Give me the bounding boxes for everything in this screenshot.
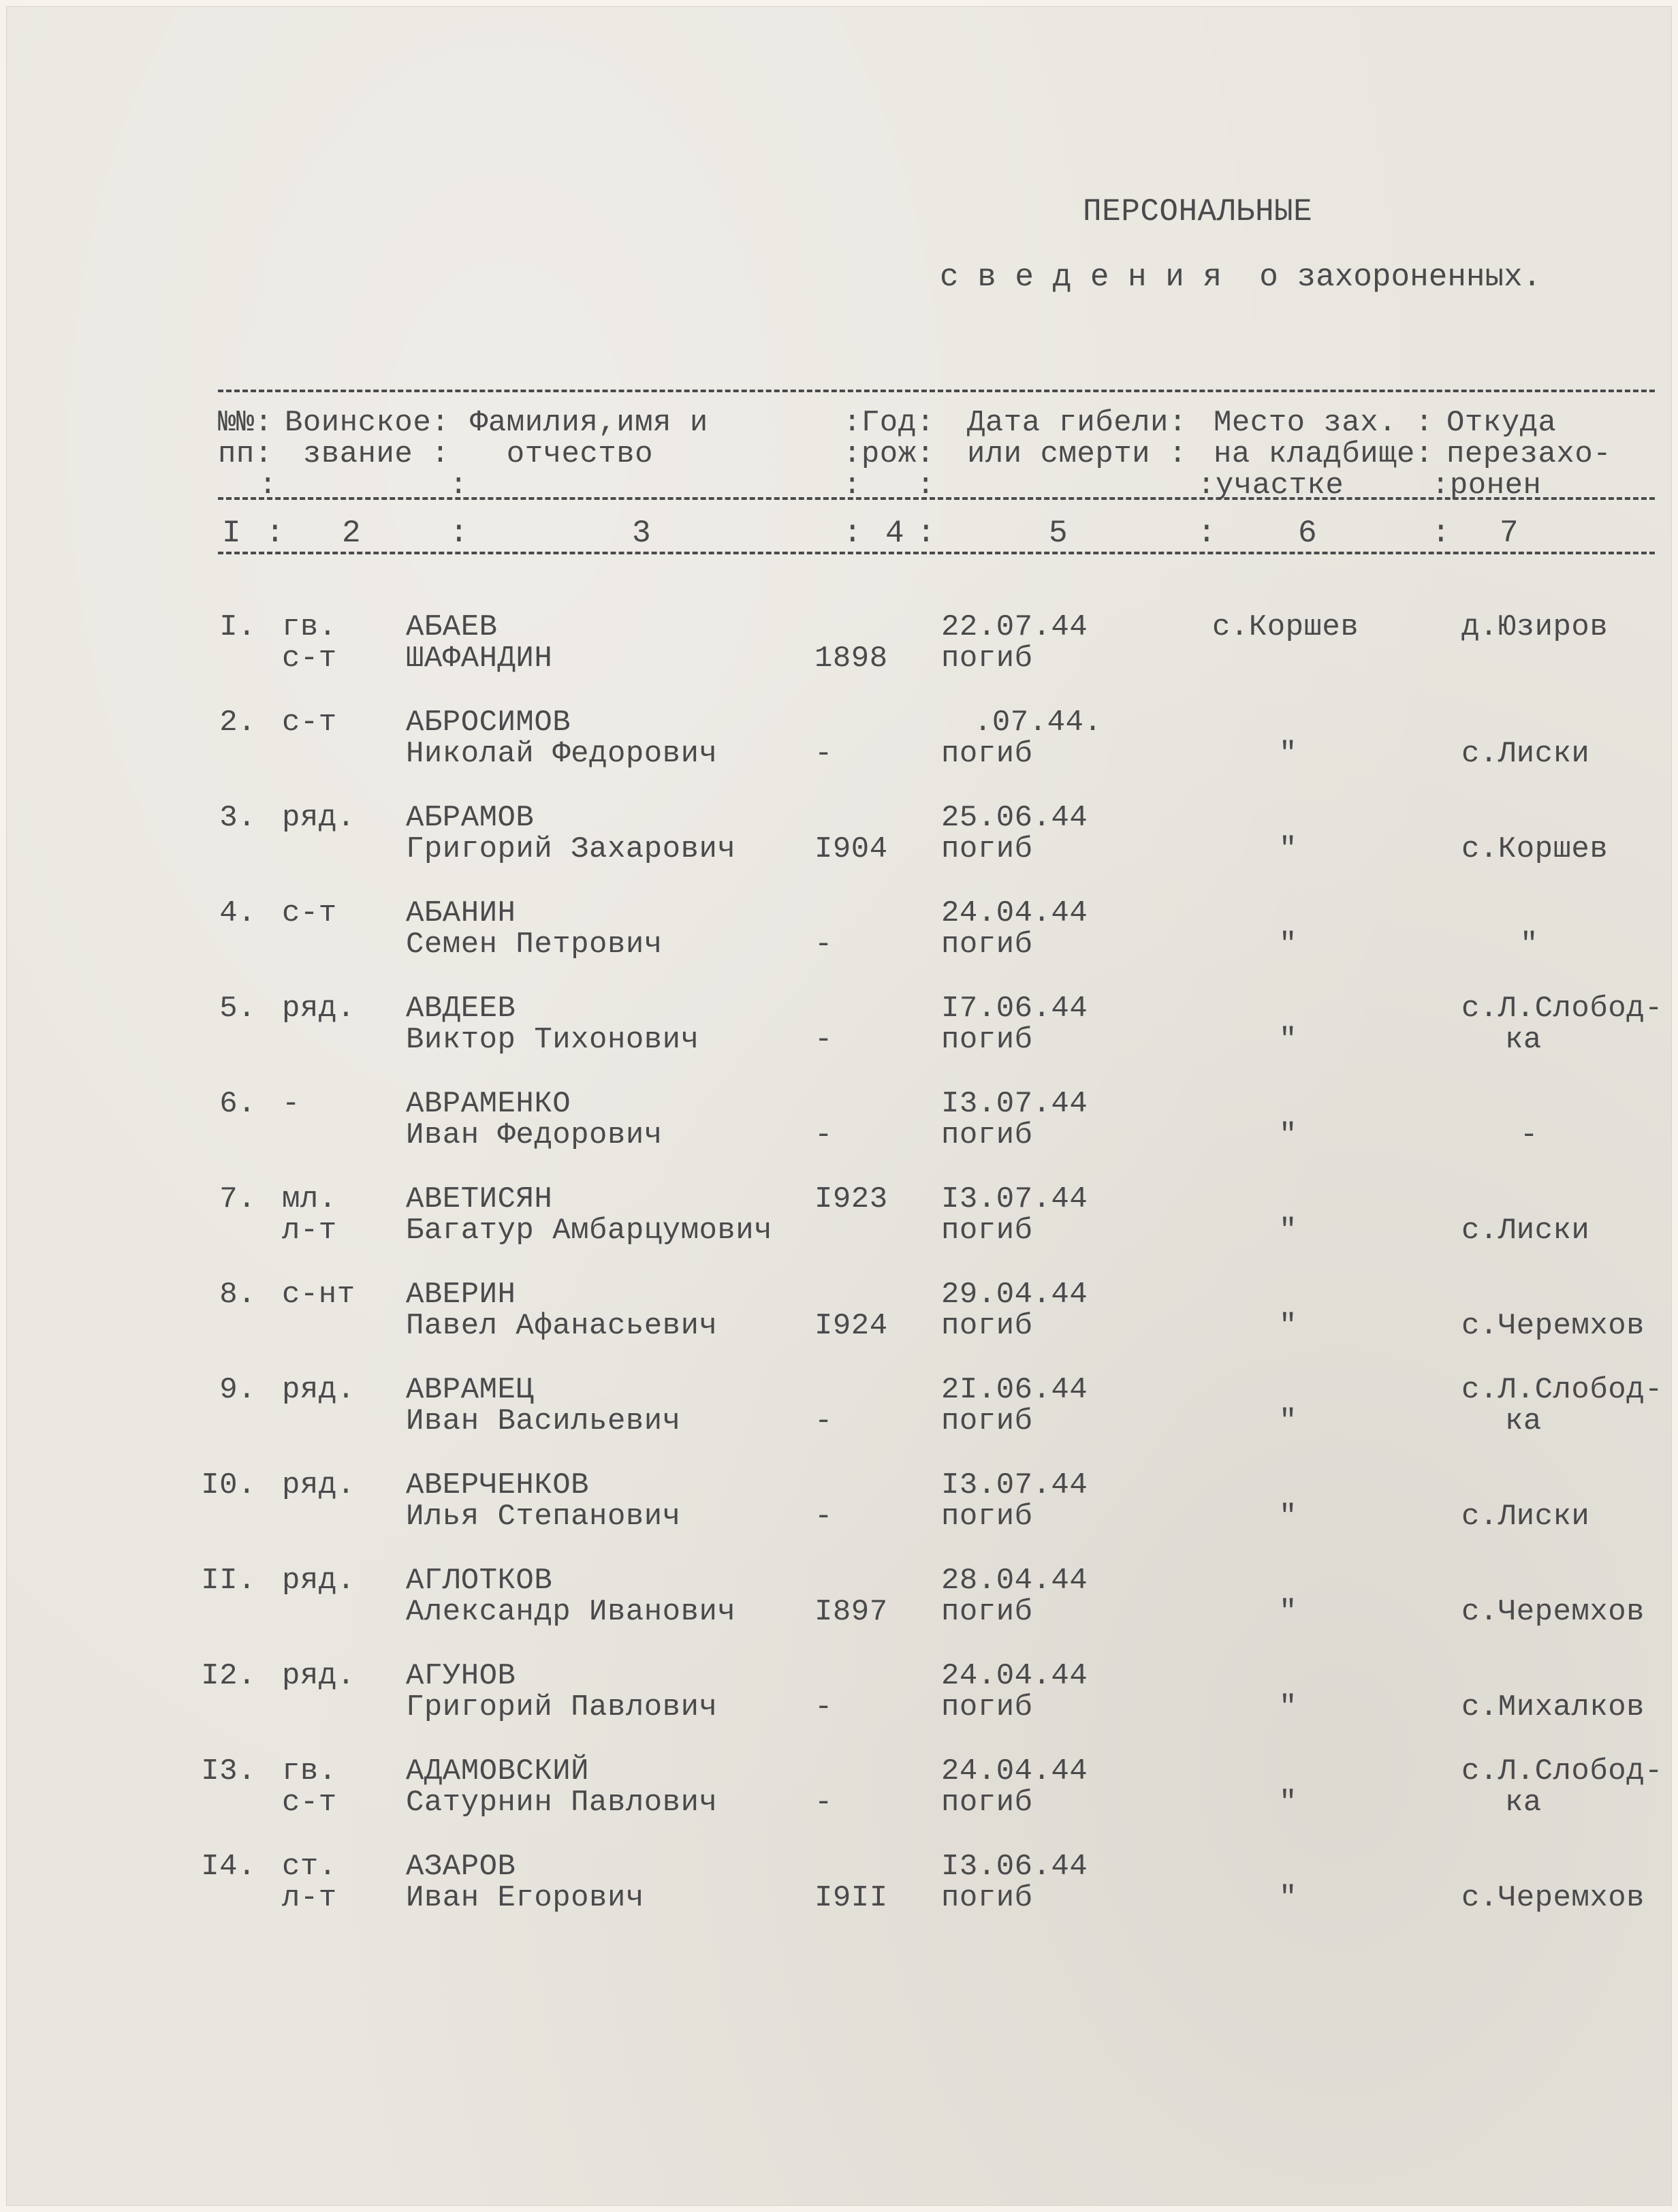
- row-birth-year: -: [814, 1786, 833, 1820]
- header-top-rule: [218, 390, 1655, 392]
- column-number-colon-5: :: [1197, 516, 1217, 551]
- row-birth-year: I9II: [814, 1881, 888, 1915]
- row-reburied-from-second: ка: [1505, 1404, 1542, 1438]
- row-reburied-from: с.Лиски: [1461, 1500, 1590, 1534]
- row-given-names: Семен Петрович: [406, 928, 663, 962]
- row-rank: с-нт: [282, 1278, 355, 1312]
- row-burial-place: ": [1279, 928, 1297, 962]
- row-rank: -: [282, 1087, 300, 1121]
- row-given-names: Сатурнин Павлович: [406, 1786, 718, 1820]
- row-number: 2.: [219, 706, 256, 740]
- row-death-date: I3.07.44: [941, 1182, 1088, 1216]
- row-surname: АВЕРИН: [406, 1278, 516, 1312]
- row-death-status: погиб: [941, 1214, 1033, 1248]
- row-reburied-from: с.Михалков: [1461, 1690, 1645, 1724]
- row-number: I4.: [201, 1850, 256, 1884]
- row-given-names: Павел Афанасьевич: [406, 1309, 718, 1343]
- row-number: 8.: [219, 1278, 256, 1312]
- row-death-date: 28.04.44: [941, 1564, 1088, 1598]
- row-death-date: 24.04.44: [941, 1659, 1088, 1693]
- row-given-names: Николай Федорович: [406, 737, 718, 771]
- row-number: 4.: [219, 896, 256, 930]
- column-number-colon-3: :: [843, 516, 863, 551]
- row-surname: АВДЕЕВ: [406, 992, 516, 1026]
- row-surname: АВЕТИСЯН: [406, 1182, 553, 1216]
- row-birth-year: I897: [814, 1595, 888, 1629]
- header-col4-line1: :Год:: [843, 406, 935, 440]
- row-number: I.: [219, 610, 256, 644]
- column-number-2: 2: [342, 516, 362, 551]
- row-rank: с-т: [282, 706, 337, 740]
- row-surname: АВЕРЧЕНКОВ: [406, 1468, 590, 1502]
- row-rank: ряд.: [282, 1659, 355, 1693]
- row-rank: гв.: [282, 610, 337, 644]
- row-death-date: 29.04.44: [941, 1278, 1088, 1312]
- row-death-date: I3.07.44: [941, 1468, 1088, 1502]
- row-given-names: Григорий Павлович: [406, 1690, 718, 1724]
- row-death-status: погиб: [941, 1881, 1033, 1915]
- row-rank: ряд.: [282, 1373, 355, 1407]
- row-birth-year: -: [814, 737, 833, 771]
- row-burial-place: ": [1279, 1786, 1297, 1820]
- row-burial-place: ": [1279, 1118, 1297, 1152]
- row-rank: ст.: [282, 1850, 337, 1884]
- row-death-status: погиб: [941, 1118, 1033, 1152]
- row-burial-place: с.Коршев: [1212, 610, 1359, 644]
- row-number: I3.: [201, 1754, 256, 1788]
- column-number-5: 5: [1049, 516, 1068, 551]
- row-reburied-from: с.Л.Слобод-: [1461, 992, 1663, 1026]
- row-surname: АВРАМЕЦ: [406, 1373, 535, 1407]
- row-burial-place: ": [1279, 1595, 1297, 1629]
- row-birth-year: -: [814, 928, 833, 962]
- row-given-names: Григорий Захарович: [406, 832, 736, 866]
- header-separator-d: :: [917, 469, 935, 503]
- row-death-date: I3.06.44: [941, 1850, 1088, 1884]
- header-col7-line2: перезахо-: [1446, 437, 1612, 471]
- column-number-4: 4: [885, 516, 905, 551]
- row-reburied-from: с.Коршев: [1461, 832, 1609, 866]
- row-burial-place: ": [1279, 1023, 1297, 1057]
- row-surname: АДАМОВСКИЙ: [406, 1754, 590, 1788]
- row-death-status: погиб: [941, 1500, 1033, 1534]
- row-death-status: погиб: [941, 1023, 1033, 1057]
- row-burial-place: ": [1279, 1881, 1297, 1915]
- row-rank: мл.: [282, 1182, 337, 1216]
- header-col7-line3: :ронен: [1431, 469, 1542, 503]
- column-number-colon-6: :: [1431, 516, 1451, 551]
- row-reburied-from: с.Л.Слобод-: [1461, 1754, 1663, 1788]
- row-birth-year: 1898: [814, 642, 888, 676]
- header-col7-line1: Откуда: [1446, 406, 1557, 440]
- row-rank: с-т: [282, 896, 337, 930]
- row-death-date: 25.06.44: [941, 801, 1088, 835]
- row-death-status: погиб: [941, 1404, 1033, 1438]
- row-rank: ряд.: [282, 1564, 355, 1598]
- header-col6-line3: :участке: [1197, 469, 1344, 503]
- row-death-status: погиб: [941, 737, 1033, 771]
- header-col2-line2: звание :: [285, 437, 450, 471]
- header-separator-a: :: [259, 469, 277, 503]
- header-col3-line1: Фамилия,имя и: [470, 406, 708, 440]
- row-burial-place: ": [1279, 1404, 1297, 1438]
- row-surname: АБРАМОВ: [406, 801, 535, 835]
- row-death-date: .07.44.: [974, 706, 1103, 740]
- row-burial-place: ": [1279, 832, 1297, 866]
- row-death-date: I3.07.44: [941, 1087, 1088, 1121]
- document-subtitle: с в е д е н и я о захороненных.: [940, 259, 1542, 295]
- column-number-colon-4: :: [917, 516, 936, 551]
- header-col6-line2: на кладбище:: [1214, 437, 1434, 471]
- row-birth-year: I923: [814, 1182, 888, 1216]
- row-birth-year: -: [814, 1023, 833, 1057]
- row-surname: АГУНОВ: [406, 1659, 516, 1693]
- header-col3-line2: отчество: [470, 437, 654, 471]
- row-birth-year: -: [814, 1500, 833, 1534]
- row-rank: ряд.: [282, 992, 355, 1026]
- row-death-status: погиб: [941, 928, 1033, 962]
- column-number-7: 7: [1500, 516, 1519, 551]
- row-reburied-from: ": [1520, 928, 1538, 962]
- row-death-status: погиб: [941, 1690, 1033, 1724]
- header-separator-b: :: [449, 469, 468, 503]
- header-col1-line2: пп:: [218, 437, 273, 471]
- header-col6-line1: Место зах. :: [1214, 406, 1434, 440]
- row-reburied-from: с.Лиски: [1461, 1214, 1590, 1248]
- row-rank-second: л-т: [282, 1214, 337, 1248]
- row-reburied-from: с.Л.Слобод-: [1461, 1373, 1663, 1407]
- row-burial-place: ": [1279, 737, 1297, 771]
- document-page: [7, 7, 1671, 2205]
- header-col5-line1: Дата гибели:: [967, 406, 1187, 440]
- header-bottom-rule: [218, 552, 1655, 554]
- row-rank: ряд.: [282, 1468, 355, 1502]
- row-number: I2.: [201, 1659, 256, 1693]
- row-number: 5.: [219, 992, 256, 1026]
- row-given-names: Виктор Тихонович: [406, 1023, 699, 1057]
- row-given-names: Иван Егорович: [406, 1881, 644, 1915]
- header-col5-line2: или смерти :: [967, 437, 1187, 471]
- row-surname: АБАНИН: [406, 896, 516, 930]
- row-death-date: 24.04.44: [941, 896, 1088, 930]
- row-surname: АБРОСИМОВ: [406, 706, 571, 740]
- row-death-status: погиб: [941, 1786, 1033, 1820]
- header-middle-rule: [218, 497, 1655, 500]
- column-number-3: 3: [632, 516, 652, 551]
- row-given-names: Багатур Амбарцумович: [406, 1214, 773, 1248]
- row-death-status: погиб: [941, 1309, 1033, 1343]
- row-surname: АВРАМЕНКО: [406, 1087, 571, 1121]
- row-given-names: Иван Васильевич: [406, 1404, 681, 1438]
- row-death-date: 2I.06.44: [941, 1373, 1088, 1407]
- row-surname: АБАЕВ: [406, 610, 498, 644]
- header-col2-line1: Воинское:: [285, 406, 450, 440]
- row-birth-year: -: [814, 1118, 833, 1152]
- row-number: 3.: [219, 801, 256, 835]
- document-title: ПЕРСОНАЛЬНЫЕ: [1083, 194, 1313, 230]
- row-reburied-from: с.Черемхов: [1461, 1595, 1645, 1629]
- row-birth-year: I924: [814, 1309, 888, 1343]
- row-reburied-from: д.Юзиров: [1461, 610, 1609, 644]
- row-rank-second: л-т: [282, 1881, 337, 1915]
- row-burial-place: ": [1279, 1309, 1297, 1343]
- row-burial-place: ": [1279, 1214, 1297, 1248]
- row-reburied-from: с.Черемхов: [1461, 1881, 1645, 1915]
- row-death-status: погиб: [941, 832, 1033, 866]
- row-number: 7.: [219, 1182, 256, 1216]
- row-reburied-from-second: ка: [1505, 1023, 1542, 1057]
- row-birth-year: -: [814, 1690, 833, 1724]
- column-number-colon-1: :: [266, 516, 285, 551]
- row-given-names: ШАФАНДИН: [406, 642, 553, 676]
- row-surname: АГЛОТКОВ: [406, 1564, 553, 1598]
- column-number-colon-2: :: [449, 516, 469, 551]
- column-number-6: 6: [1298, 516, 1318, 551]
- row-number: 6.: [219, 1087, 256, 1121]
- row-surname: АЗАРОВ: [406, 1850, 516, 1884]
- row-birth-year: I904: [814, 832, 888, 866]
- row-burial-place: ": [1279, 1690, 1297, 1724]
- row-reburied-from-second: ка: [1505, 1786, 1542, 1820]
- header-col4-line2: :рож:: [843, 437, 935, 471]
- row-rank-second: с-т: [282, 1786, 337, 1820]
- header-col1-line1: №№:: [218, 406, 273, 440]
- row-death-date: 22.07.44: [941, 610, 1088, 644]
- row-given-names: Иван Федорович: [406, 1118, 663, 1152]
- row-number: 9.: [219, 1373, 256, 1407]
- row-birth-year: -: [814, 1404, 833, 1438]
- header-separator-c: :: [843, 469, 861, 503]
- row-death-status: погиб: [941, 642, 1033, 676]
- row-reburied-from: с.Лиски: [1461, 737, 1590, 771]
- row-death-date: 24.04.44: [941, 1754, 1088, 1788]
- row-death-status: погиб: [941, 1595, 1033, 1629]
- row-given-names: Илья Степанович: [406, 1500, 681, 1534]
- column-number-1: I: [222, 516, 242, 551]
- row-reburied-from: с.Черемхов: [1461, 1309, 1645, 1343]
- row-number: II.: [201, 1564, 256, 1598]
- row-given-names: Александр Иванович: [406, 1595, 736, 1629]
- row-rank: гв.: [282, 1754, 337, 1788]
- row-rank-second: с-т: [282, 642, 337, 676]
- row-number: I0.: [201, 1468, 256, 1502]
- row-rank: ряд.: [282, 801, 355, 835]
- row-reburied-from: -: [1520, 1118, 1538, 1152]
- row-death-date: I7.06.44: [941, 992, 1088, 1026]
- row-burial-place: ": [1279, 1500, 1297, 1534]
